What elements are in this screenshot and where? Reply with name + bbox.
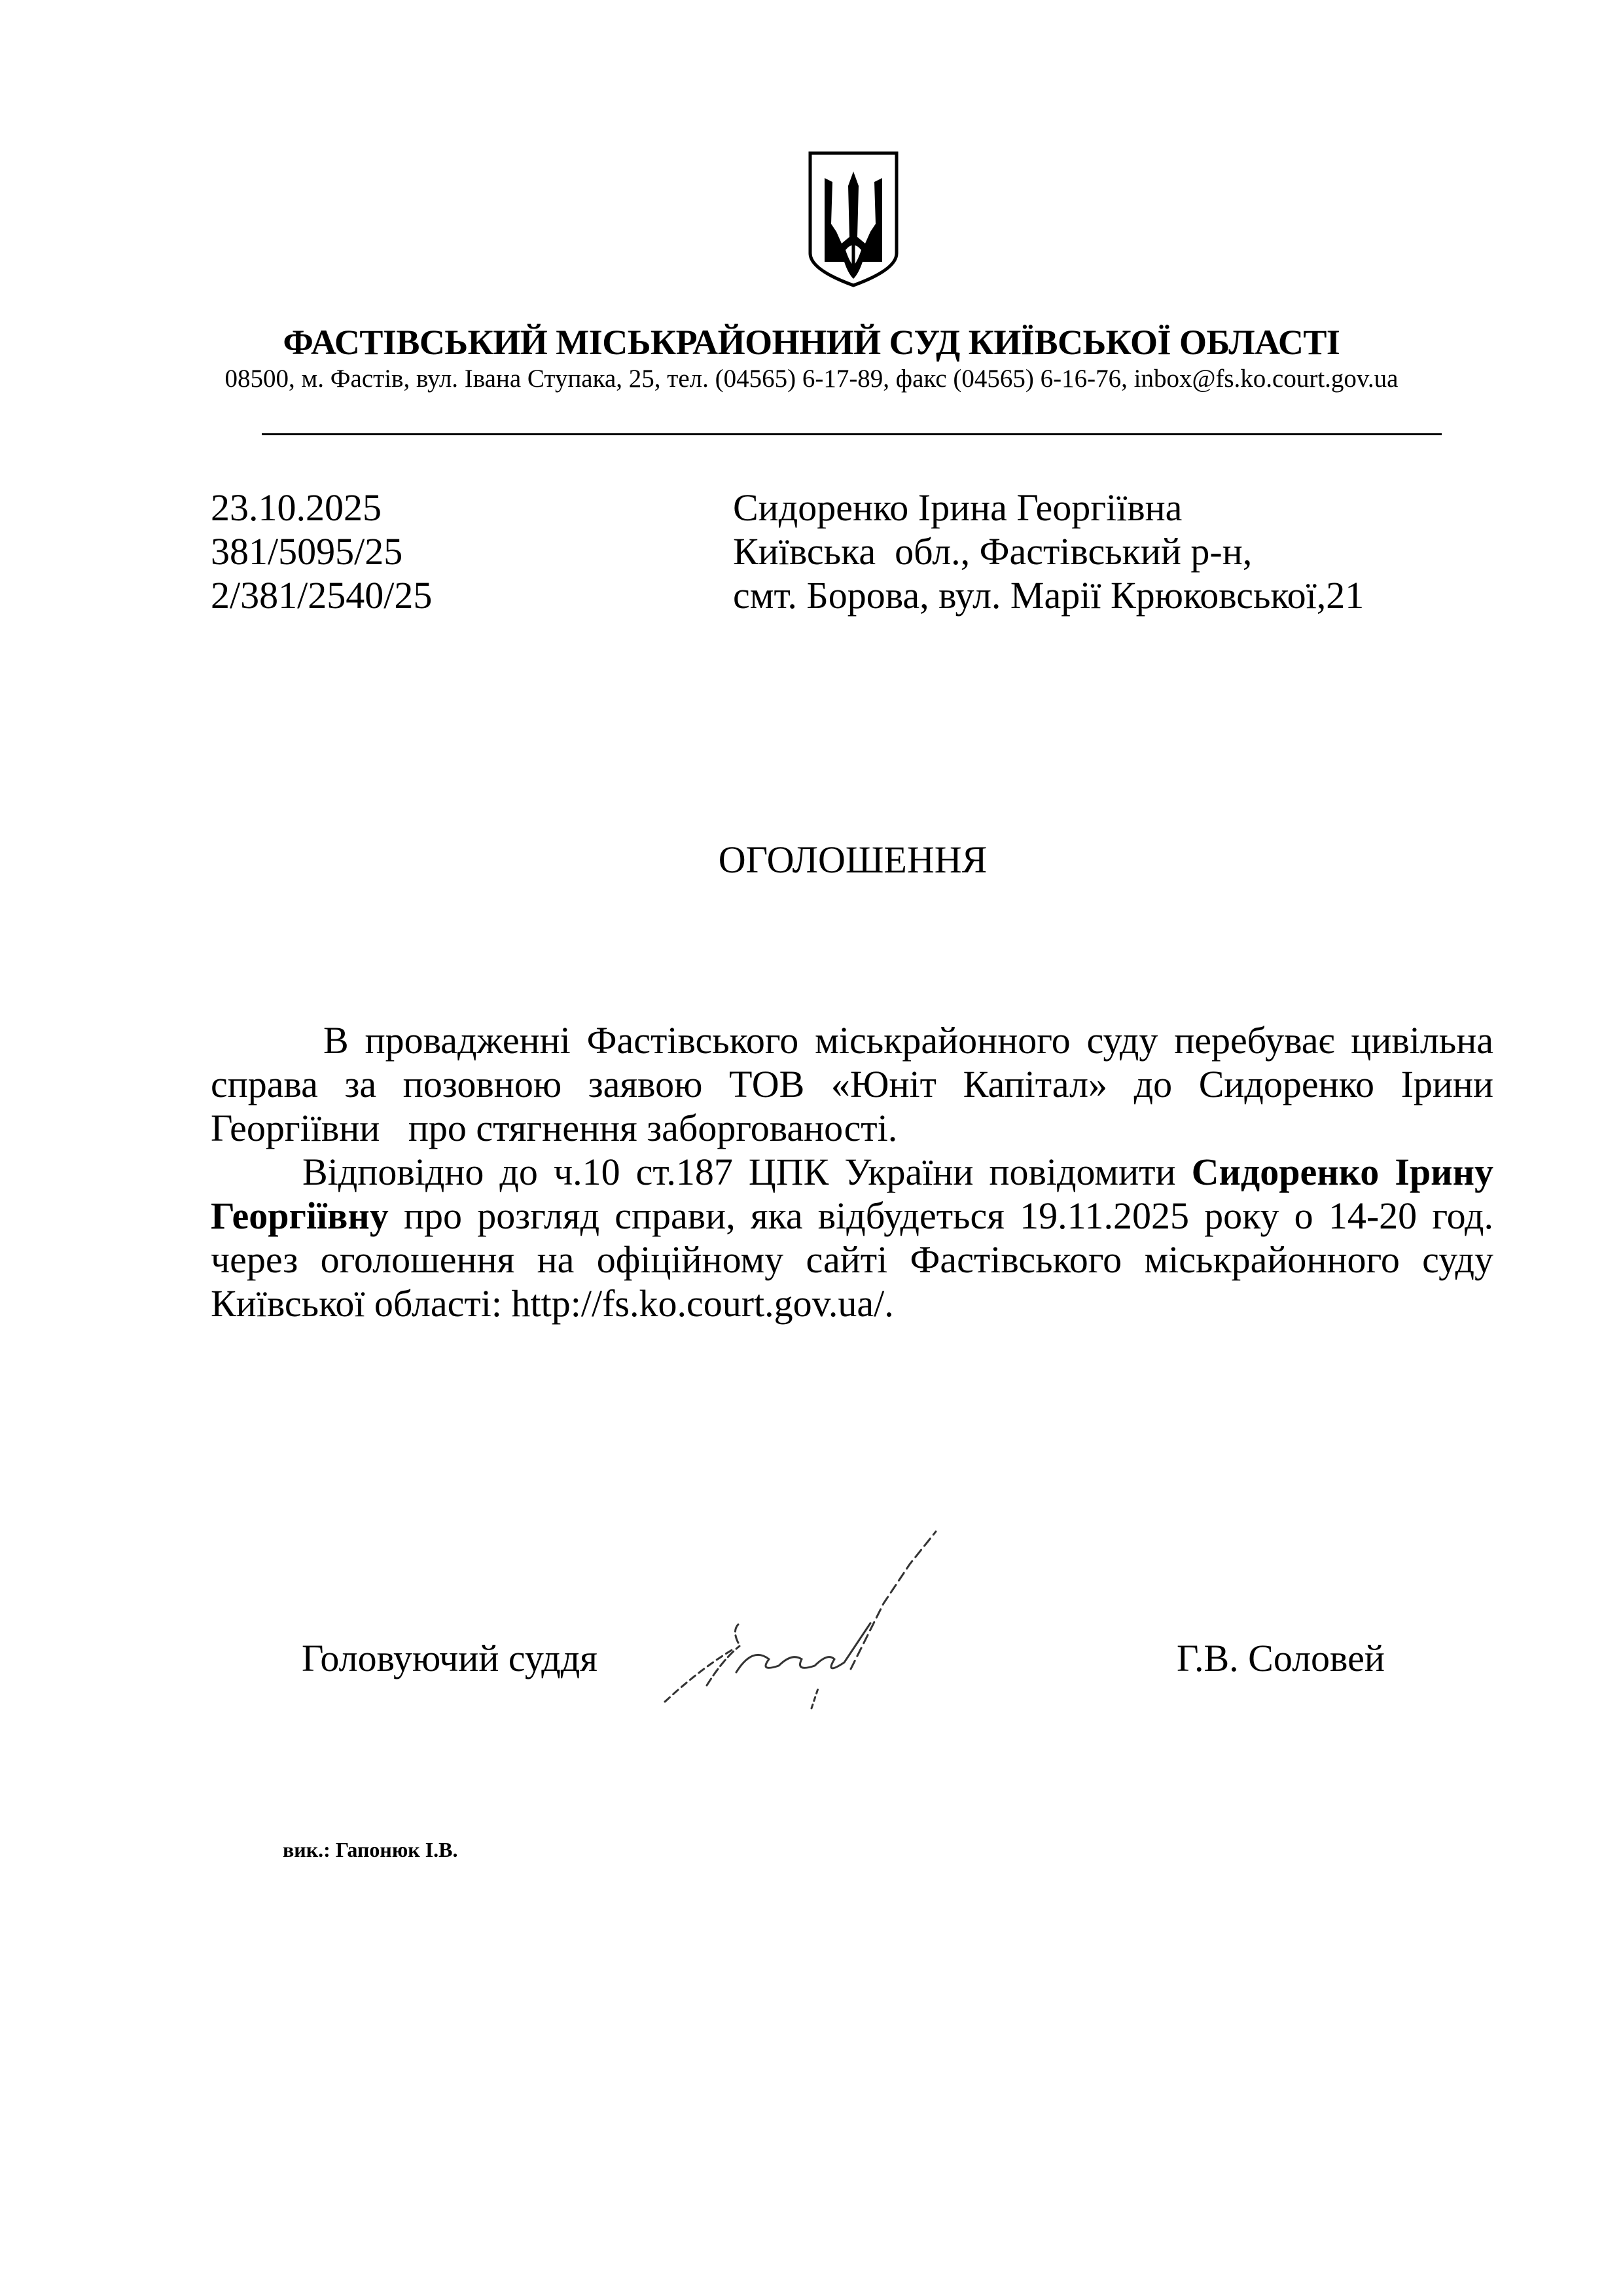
body-line <box>211 1194 1493 1238</box>
body-line: через оголошення на офіційному сайті Фастівського міськрайонного суду <box>211 1238 1493 1281</box>
notice-title: ОГОЛОШЕННЯ <box>718 838 988 881</box>
body-line <box>211 1150 1493 1194</box>
recipient-address-line1: Київська обл., Фастівський р-н, <box>733 530 1253 573</box>
trident-emblem-icon <box>802 145 904 289</box>
hearing-details: про розгляд справи, яка відбудеться 19.11.2025 року о 14-20 год. <box>403 1194 1493 1237</box>
document-meta <box>211 486 432 617</box>
body-line: Київської області: http://fs.ko.court.gov.ua/. <box>211 1282 894 1325</box>
defendant-name-bold: Георгіївну <box>211 1194 389 1237</box>
header-divider <box>262 433 1442 435</box>
case-number: 381/5095/25 <box>211 530 403 573</box>
body-line: В провадженні Фастівського міськрайонного суду перебуває цивільна <box>323 1019 1493 1062</box>
body-line: Георгіївни про стягнення заборгованості. <box>211 1107 898 1149</box>
document-date: 23.10.2025 <box>211 486 382 529</box>
court-address: 08500, м. Фастів, вул. Івана Ступака, 25, тел. (04565) 6-17-89, факс (04565) 6-16-76, inbox@fs.ko.court.gov.ua <box>224 365 1399 393</box>
recipient-address-line2: смт. Борова, вул. Марії Крюковської,21 <box>733 574 1364 617</box>
judge-name: Г.В. Соловей <box>1177 1637 1385 1679</box>
recipient-name: Сидоренко Ірина Георгіївна <box>733 486 1183 529</box>
defendant-name-bold: Сидоренко Ірину <box>1191 1151 1493 1193</box>
body-line: справа за позовною заявою ТОВ «Юніт Капітал» до Сидоренко Ірини <box>211 1063 1493 1105</box>
body-text: Відповідно до ч.10 ст.187 ЦПК України повідомити <box>302 1151 1192 1193</box>
court-name: ФАСТІВСЬКИЙ МІСЬКРАЙОННИЙ СУД КИЇВСЬКОЇ ОБЛАСТІ <box>283 323 1340 362</box>
handwritten-signature-icon <box>661 1518 1027 1721</box>
executor-note: вик.: Гапонюк І.В. <box>283 1838 458 1861</box>
notice-body <box>211 1018 1493 1325</box>
recipient-block <box>733 486 1364 617</box>
proceeding-number: 2/381/2540/25 <box>211 574 433 617</box>
judge-title: Головуючий суддя <box>302 1637 597 1679</box>
